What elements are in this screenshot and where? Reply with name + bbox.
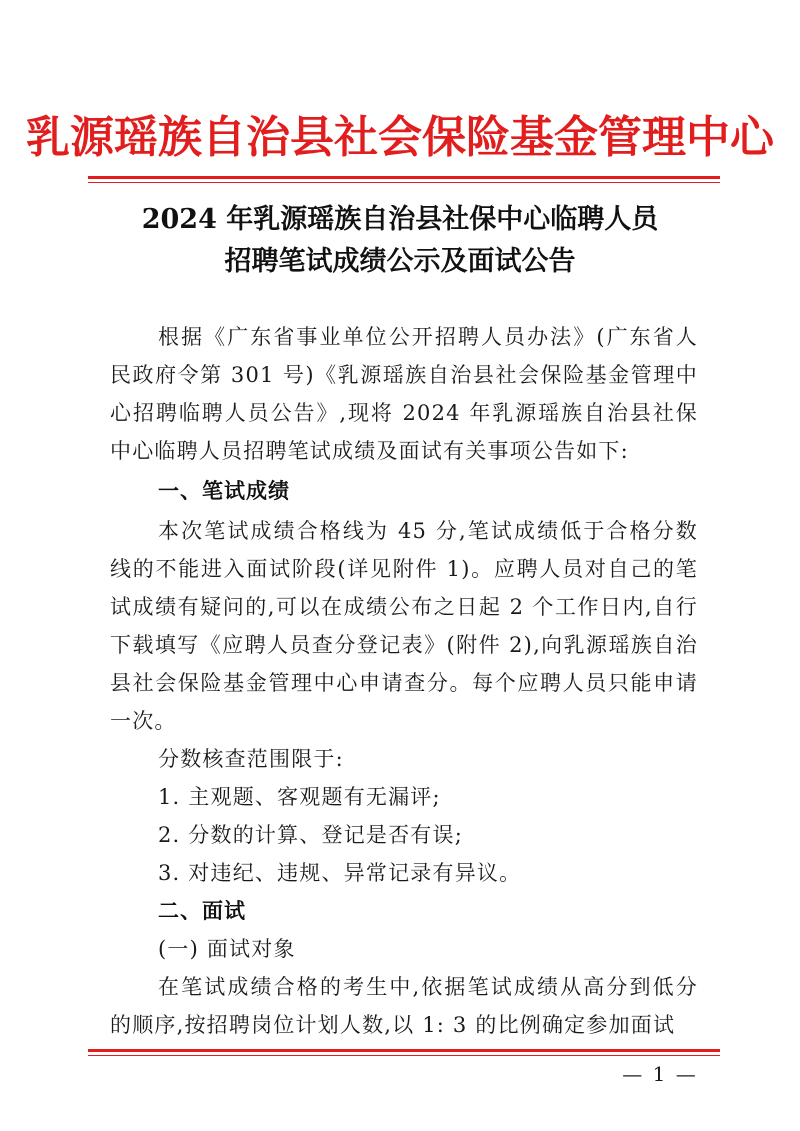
org-name-header: 乳源瑶族自治县社会保险基金管理中心 (26, 112, 774, 163)
section1-heading: 一、笔试成绩 (158, 479, 290, 503)
intro-paragraph: 根据《广东省事业单位公开招聘人员办法》(广东省人民政府令第 301 号)《乳源瑶族自治县社会保险基金管理中心招聘临聘人员公告》,现将 2024 年乳源瑶族自治县社保中心临聘人员招聘笔试成绩及面试有关事项公告如下: (110, 325, 698, 463)
section2-subheading: (一) 面试对象 (158, 937, 296, 961)
header-red-rule-thick (88, 176, 720, 179)
review-item-1: 1. 主观题、客观题有无漏评; (158, 785, 441, 809)
title-line-2: 招聘笔试成绩公示及面试公告 (224, 246, 576, 277)
section1-paragraph: 本次笔试成绩合格线为 45 分,笔试成绩低于合格分数线的不能进入面试阶段(详见附件 1)。应聘人员对自己的笔试成绩有疑问的,可以在成绩公布之日起 2 个工作日内,自行下载填写《应聘人员查分登记表》(附件 2),向乳源瑶族自治县社会保险基金管理中心申请查分。每个应聘人员只能申请一次。 (110, 519, 698, 733)
section2-paragraph: 在笔试成绩合格的考生中,依据笔试成绩从高分到低分的顺序,按招聘岗位计划人数,以 1: 3 的比例确定参加面试 (110, 975, 698, 1037)
title-line-1: 2024 年乳源瑶族自治县社保中心临聘人员 (141, 204, 659, 235)
footer-red-rule-thick (88, 1049, 720, 1052)
header-red-rule-thin (88, 182, 720, 183)
review-scope-intro: 分数核查范围限于: (158, 747, 344, 771)
section2-heading: 二、面试 (158, 899, 246, 923)
page-number: — 1 — (622, 1062, 698, 1086)
review-item-2: 2. 分数的计算、登记是否有误; (158, 823, 463, 847)
footer-red-rule-thin (88, 1055, 720, 1056)
review-item-3: 3. 对违纪、违规、异常记录有异议。 (158, 861, 522, 885)
